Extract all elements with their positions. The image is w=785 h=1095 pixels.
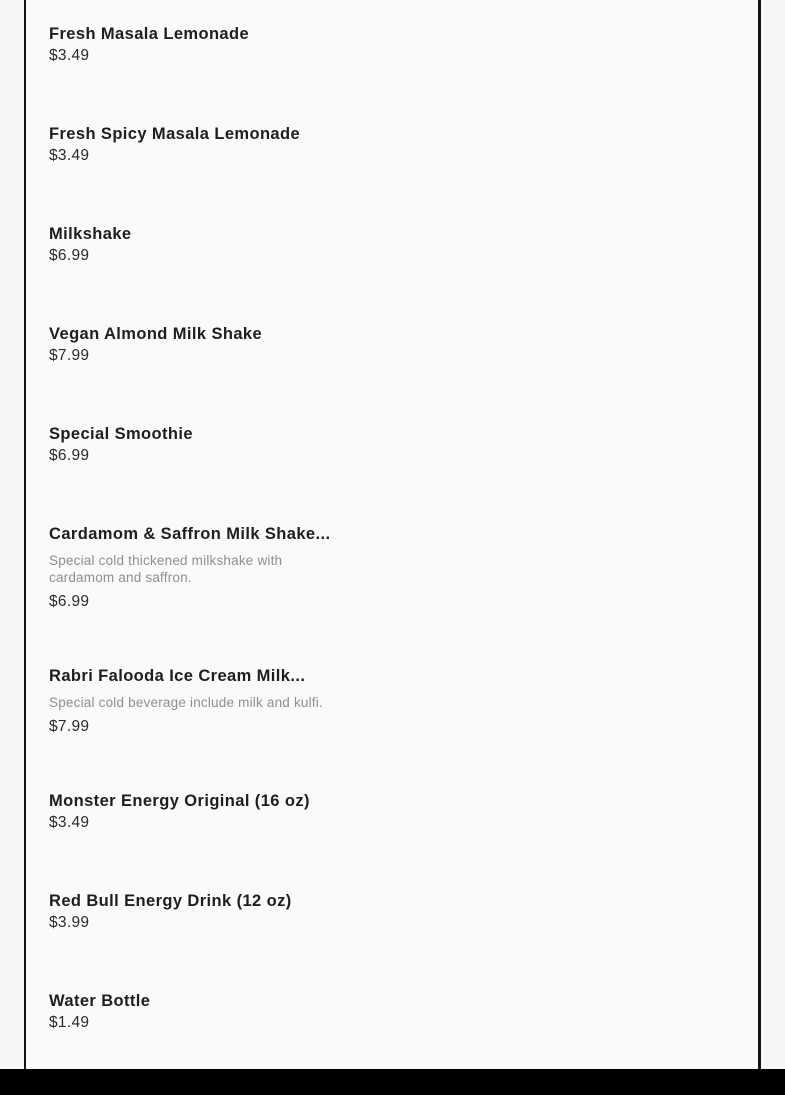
menu-item-name: Water Bottle xyxy=(49,992,151,1010)
menu-item[interactable] xyxy=(49,424,758,466)
menu-item-name: Red Bull Energy Drink (12 oz) xyxy=(49,892,292,910)
menu-item[interactable] xyxy=(49,666,758,737)
menu-item-price: $6.99 xyxy=(49,447,90,464)
menu-item-price: $6.99 xyxy=(49,247,90,264)
bottom-bar xyxy=(0,1069,785,1095)
menu-item-price: $7.99 xyxy=(49,718,90,735)
menu-item-description: Special cold beverage include milk and kulfi. xyxy=(49,695,323,710)
menu-item-name: Fresh Spicy Masala Lemonade xyxy=(49,125,301,143)
menu-item-price: $3.99 xyxy=(49,914,90,931)
menu-item[interactable] xyxy=(49,124,758,166)
menu-item-price: $3.49 xyxy=(49,814,90,831)
menu-item[interactable] xyxy=(49,791,758,833)
menu-item-name: Milkshake xyxy=(49,225,132,243)
menu-item-name: Monster Energy Original (16 oz) xyxy=(49,792,310,810)
menu-item-description: Special cold thickened milkshake with cardamom and saffron. xyxy=(49,553,283,585)
menu-list xyxy=(24,0,761,1069)
menu-item-name: Rabri Falooda Ice Cream Milk... xyxy=(49,667,306,685)
menu-item[interactable] xyxy=(49,991,758,1033)
menu-item[interactable] xyxy=(49,524,758,612)
menu-item-price: $6.99 xyxy=(49,593,90,610)
menu-item[interactable] xyxy=(49,324,758,366)
menu-item-name: Vegan Almond Milk Shake xyxy=(49,325,263,343)
menu-item-price: $3.49 xyxy=(49,47,90,64)
menu-item-price: $3.49 xyxy=(49,147,90,164)
menu-item-price: $1.49 xyxy=(49,1014,90,1031)
menu-item[interactable] xyxy=(49,891,758,933)
menu-item[interactable] xyxy=(49,24,758,66)
menu-item-name: Cardamom & Saffron Milk Shake... xyxy=(49,525,331,543)
menu-item-name: Fresh Masala Lemonade xyxy=(49,25,250,43)
menu-item[interactable] xyxy=(49,224,758,266)
menu-item-name: Special Smoothie xyxy=(49,425,193,443)
menu-item-price: $7.99 xyxy=(49,347,90,364)
